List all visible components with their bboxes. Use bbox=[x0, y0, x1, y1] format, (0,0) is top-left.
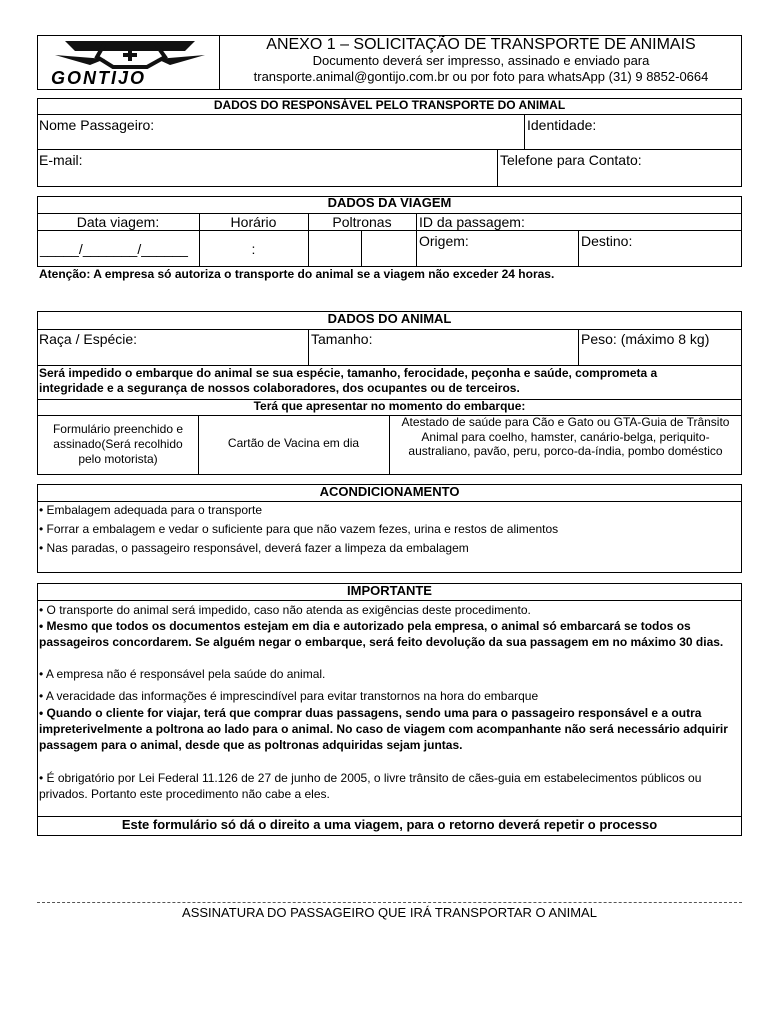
importante-footer: Este formulário só dá o direito a uma viagem, para o retorno deverá repetir o processo bbox=[121, 817, 658, 832]
telefone-label: Telefone para Contato: bbox=[500, 152, 642, 168]
identidade-label: Identidade: bbox=[527, 117, 597, 133]
animal-title: DADOS DO ANIMAL bbox=[327, 311, 452, 326]
poltronas-label: Poltronas bbox=[332, 214, 392, 230]
header-subtitle-1: Documento deverá ser impresso, assinado e enviado para bbox=[312, 53, 650, 68]
impedido-note-1: Será impedido o embarque do animal se sua espécie, tamanho, ferocidade, peçonha e saúde, comprometa a bbox=[39, 366, 658, 380]
nome-passageiro-label: Nome Passageiro: bbox=[39, 117, 155, 133]
acondicionamento-title: ACONDICIONAMENTO bbox=[319, 484, 460, 499]
destino-label: Destino: bbox=[581, 233, 633, 249]
doc-atestado: Atestado de saúde para Cão e Gato ou GTA-Guia de Trânsito Animal para coelho, hamster, canário-belga, periquito-australiano, pavão, peru, porco-da-índia, pombo doméstico bbox=[401, 415, 730, 458]
list-item: • Embalagem adequada para o transporte bbox=[39, 503, 263, 517]
id-passagem-label: ID da passagem: bbox=[419, 214, 525, 230]
doc-formulario: Formulário preenchido e assinado(Será recolhido pelo motorista) bbox=[52, 422, 184, 466]
importante-item-6: • É obrigatório por Lei Federal 11.126 de 27 de junho de 2005, o livre trânsito de cães-guia em estabelecimentos públicos ou privados. Portanto este procedimento não cabe a eles. bbox=[39, 771, 702, 801]
doc-cartao-vacina: Cartão de Vacina em dia bbox=[227, 436, 360, 450]
viagem-title: DADOS DA VIAGEM bbox=[327, 195, 452, 210]
impedido-note-2: integridade e a segurança de nossos colaboradores, dos ocupantes ou de terceiros. bbox=[39, 381, 520, 395]
importante-item-5: • Quando o cliente for viajar, terá que comprar duas passagens, sendo uma para o passageiro responsável e a outra impreterivelmente a poltrona ao lado para o animal. No caso de viagem com acompanhante não será necessário adquirir passagem para o animal, desde que as poltronas adquiridas sejam juntas. bbox=[39, 706, 728, 752]
importante-item-3: • A empresa não é responsável pela saúde do animal. bbox=[39, 667, 326, 681]
importante-item-4: • A veracidade das informações é imprescindível para evitar transtornos na hora do embarque bbox=[39, 689, 539, 703]
atencao-note: Atenção: A empresa só autoriza o transporte do animal se a viagem não exceder 24 horas. bbox=[39, 267, 555, 281]
tamanho-label: Tamanho: bbox=[311, 331, 373, 347]
page-title: ANEXO 1 – SOLICITAÇÃO DE TRANSPORTE DE ANIMAIS bbox=[266, 36, 696, 53]
list-item: • Nas paradas, o passageiro responsável, deverá fazer a limpeza da embalagem bbox=[39, 541, 469, 555]
importante-title: IMPORTANTE bbox=[347, 583, 432, 598]
data-viagem-field[interactable]: _____/_______/______ bbox=[40, 241, 188, 257]
gontijo-logo bbox=[45, 37, 215, 89]
importante-item-2: • Mesmo que todos os documentos estejam em dia e autorizado pela empresa, o animal só embarcará se todos os passageiros concordarem. Se alguém negar o embarque, será feito devolução da sua passagem em no máximo 30 dias. bbox=[39, 619, 724, 649]
email-label: E-mail: bbox=[39, 152, 83, 168]
signature-label: ASSINATURA DO PASSAGEIRO QUE IRÁ TRANSPORTAR O ANIMAL bbox=[182, 905, 597, 920]
acondicionamento-list bbox=[39, 503, 739, 560]
peso-label: Peso: (máximo 8 kg) bbox=[581, 331, 710, 347]
header-subtitle-2: transporte.animal@gontijo.com.br ou por foto para whatsApp (31) 9 8852-0664 bbox=[253, 69, 709, 84]
responsavel-title: DADOS DO RESPONSÁVEL PELO TRANSPORTE DO ANIMAL bbox=[213, 98, 566, 112]
data-viagem-label: Data viagem: bbox=[76, 214, 160, 230]
origem-label: Origem: bbox=[419, 233, 469, 249]
horario-field[interactable]: : bbox=[251, 241, 256, 257]
signature-line bbox=[37, 902, 742, 903]
list-item: • Forrar a embalagem e vedar o suficiente para que não vazem fezes, urina e restos de alimentos bbox=[39, 522, 559, 536]
logo-text: GONTIJO bbox=[51, 68, 147, 88]
importante-item-1: • O transporte do animal será impedido, caso não atenda as exigências deste procedimento. bbox=[39, 603, 531, 617]
raca-especie-label: Raça / Espécie: bbox=[39, 331, 138, 347]
apresentar-title: Terá que apresentar no momento do embarque: bbox=[253, 399, 526, 413]
horario-label: Horário bbox=[230, 214, 277, 230]
